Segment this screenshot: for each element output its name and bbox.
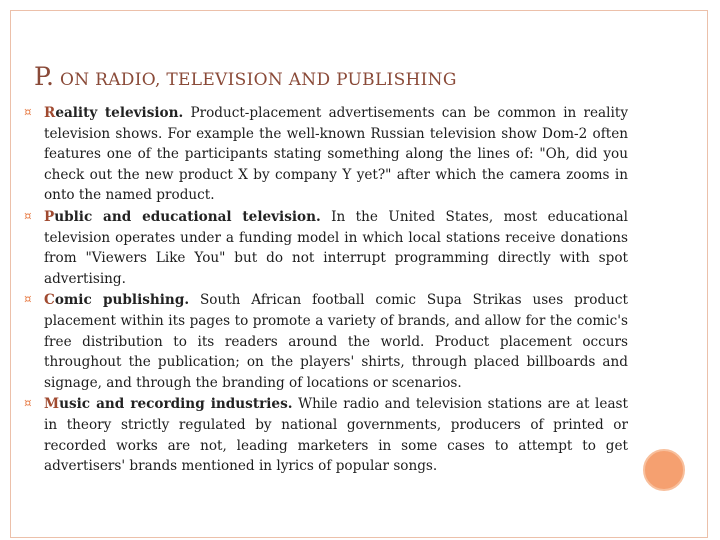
item-body: Product-placement advertisements can be common in reality television shows. For example the well-known Russian television show Dom-2 often features one of the participants stating something along the lines of: "Oh, did you check out the new product X by company Y yet?" after which the camera zooms in onto the named product. (44, 105, 629, 204)
item-body: While radio and television stations are at least in theory strictly regulated by national governments, producers of printed or recorded works are not, leading marketers in some cases to attempt to get advertisers' brands mentioned in lyrics of popular songs. (44, 396, 628, 475)
list-item (24, 207, 628, 289)
list-item-text (44, 394, 628, 476)
bullet-icon: ¤ (24, 105, 32, 119)
item-heading: Public and educational television. (44, 208, 321, 225)
list-item-text (44, 103, 628, 206)
item-body: In the United States, most educational television operates under a funding model in which local stations receive donations from "Viewers Like You" but do not interrupt programming directly with spot advertising. (44, 208, 629, 287)
list-item (24, 290, 628, 393)
list-item-text (44, 207, 628, 289)
decorative-circle (643, 449, 685, 491)
slide-title (34, 62, 457, 91)
slide-title-rest: ON RADIO, TELEVISION AND PUBLISHING (54, 70, 457, 90)
list-item (24, 394, 628, 476)
item-heading: Reality television. (44, 105, 184, 121)
bullet-list (24, 103, 628, 478)
list-item (24, 103, 628, 206)
bullet-icon: ¤ (24, 292, 32, 307)
slide-title-initial: P. (34, 62, 55, 91)
bullet-icon: ¤ (24, 396, 32, 411)
bullet-icon: ¤ (24, 208, 32, 223)
item-body: South African football comic Supa Strikas uses product placement within its pages to promote a variety of brands, and allow for the comic's free distribution to its readers around the world. Product placement occurs throughout the publication; on the players' shirts, through placed billboards and signage, and through the branding of locations or scenarios. (44, 292, 628, 391)
item-heading: Comic publishing. (44, 292, 190, 309)
list-item-text (44, 290, 628, 393)
item-heading: Music and recording industries. (44, 396, 293, 413)
